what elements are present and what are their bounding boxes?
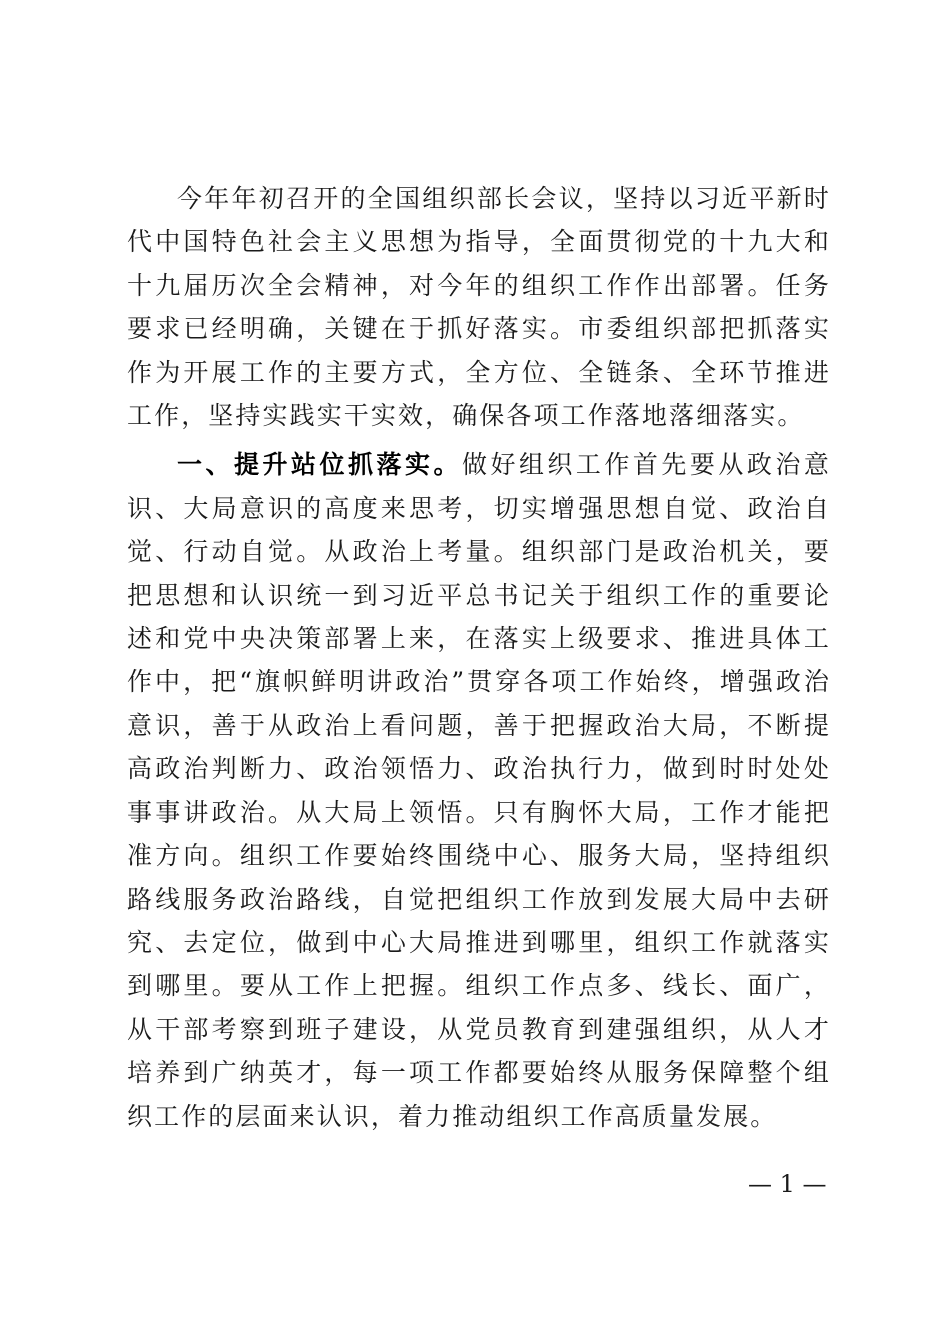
page-number: — 1 — bbox=[748, 1170, 827, 1198]
paragraph-section-one bbox=[127, 443, 831, 1138]
section-one-text: 做好组织工作首先要从政治意识、大局意识的高度来思考，切实增强思想自觉、政治自觉、行动自觉。从政治上考量。组织部门是政治机关，要把思想和认识统一到习近平总书记关于组织工作的重要论述和党中央决策部署上来，在落实上级要求、推进具体工作中，把“旗帜鲜明讲政治”贯穿各项工作始终，增强政治意识，善于从政治上看问题，善于把握政治大局，不断提高政治判断力、政治领悟力、政治执行力，做到时时处处事事讲政治。从大局上领悟。只有胸怀大局，工作才能把准方向。组织工作要始终围绕中心、服务大局，坚持组织路线服务政治路线，自觉把组织工作放到发展大局中去研究、去定位，做到中心大局推进到哪里，组织工作就落实到哪里。要从工作上把握。组织工作点多、线长、面广，从干部考察到班子建设，从党员教育到建强组织，从人才培养到广纳英才，每一项工作都要始终从服务保障整个组织工作的层面来认识，着力推动组织工作高质量发展。 bbox=[127, 450, 831, 1131]
paragraph-intro bbox=[127, 177, 831, 437]
section-one-heading: 一、提升站位抓落实。 bbox=[177, 450, 462, 480]
document-body bbox=[127, 177, 831, 1138]
paragraph-intro-text: 今年年初召开的全国组织部长会议，坚持以习近平新时代中国特色社会主义思想为指导，全面贯彻党的十九大和十九届历次全会精神，对今年的组织工作作出部署。任务要求已经明确，关键在于抓好落实。市委组织部把抓落实作为开展工作的主要方式，全方位、全链条、全环节推进工作，坚持实践实干实效，确保各项工作落地落细落实。 bbox=[127, 184, 831, 431]
